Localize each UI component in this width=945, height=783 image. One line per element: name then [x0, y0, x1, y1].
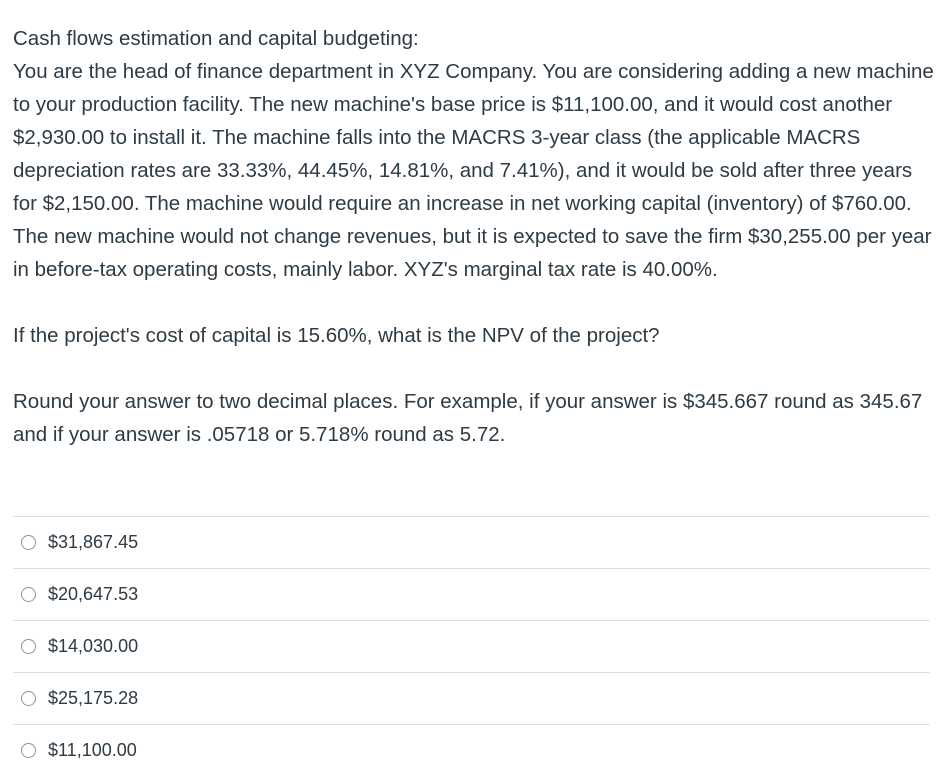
- question-heading: Cash flows estimation and capital budgeting:: [13, 27, 419, 50]
- spacer: [13, 286, 935, 319]
- radio-button[interactable]: [21, 639, 36, 654]
- answer-option-1[interactable]: [13, 516, 930, 568]
- answer-label: $25,175.28: [48, 688, 139, 708]
- answer-option-2[interactable]: [13, 568, 930, 620]
- answer-option-3[interactable]: [13, 620, 930, 672]
- answer-label: $14,030.00: [48, 636, 139, 656]
- question-instructions: Round your answer to two decimal places. For example, if your answer is $345.667 round as 345.67 and if your answer is .05718 or 5.718% round as 5.72.: [13, 390, 923, 446]
- radio-button[interactable]: [21, 587, 36, 602]
- spacer: [13, 352, 935, 385]
- question-text: [13, 22, 935, 451]
- answer-label: $31,867.45: [48, 532, 139, 552]
- answer-option-5[interactable]: [13, 724, 930, 776]
- answer-option-4[interactable]: [13, 672, 930, 724]
- radio-button[interactable]: [21, 535, 36, 550]
- radio-button[interactable]: [21, 691, 36, 706]
- answer-label: $20,647.53: [48, 584, 139, 604]
- radio-button[interactable]: [21, 743, 36, 758]
- question-prompt: If the project's cost of capital is 15.60%, what is the NPV of the project?: [13, 324, 660, 347]
- answer-options: [13, 516, 930, 776]
- answer-label: $11,100.00: [48, 740, 137, 760]
- question-body: You are the head of finance department in XYZ Company. You are considering adding a new machine to your production facility. The new machine's base price is $11,100.00, and it would cost another $2,930.00 to install it. The machine falls into the MACRS 3-year class (the applicable MACRS depreciation rates are 33.33%, 44.45%, 14.81%, and 7.41%), and it would be sold after three years for $2,150.00. The machine would require an increase in net working capital (inventory) of $760.00. The new machine would not change revenues, but it is expected to save the firm $30,255.00 per year in before-tax operating costs, mainly labor. XYZ's marginal tax rate is 40.00%.: [13, 60, 934, 281]
